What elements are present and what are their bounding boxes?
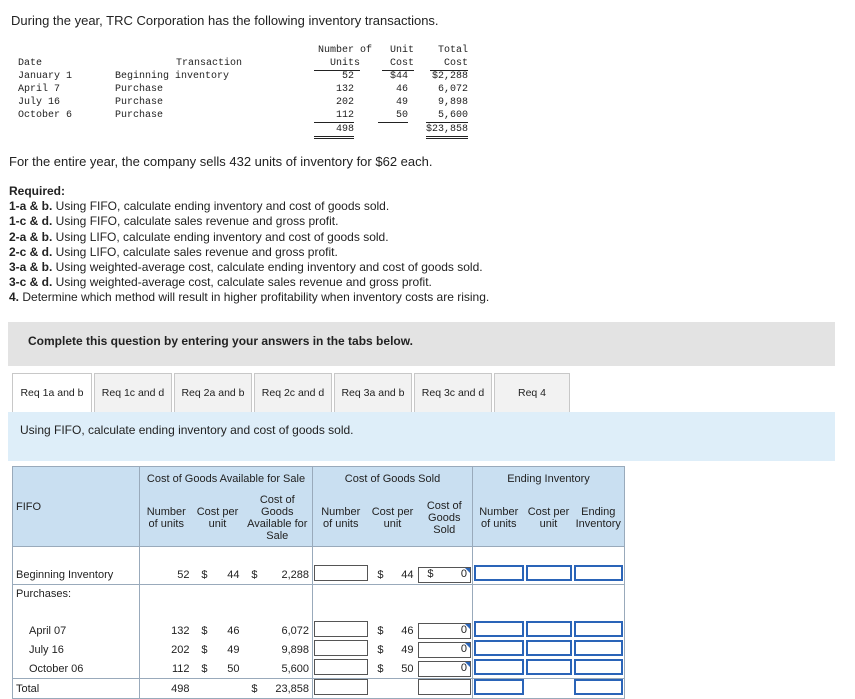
row-label: Beginning Inventory xyxy=(13,565,140,585)
end-total-sum-input[interactable] xyxy=(574,679,624,695)
row-transaction: Purchase xyxy=(115,110,164,121)
sold-cost-value: 44 xyxy=(401,568,414,581)
tab-req-3c-d[interactable]: Req 3c and d xyxy=(414,373,492,412)
row-date: October 6 xyxy=(18,110,73,121)
tab-req-2a-b[interactable]: Req 2a and b xyxy=(174,373,252,412)
row-date: July 16 xyxy=(18,97,61,108)
end-cost-input[interactable] xyxy=(526,659,572,675)
group-header-ending: Ending Inventory xyxy=(473,467,625,491)
row-transaction: Beginning inventory xyxy=(115,71,230,82)
method-label: FIFO xyxy=(13,491,140,547)
intro-text: During the year, TRC Corporation has the following inventory transactions. xyxy=(11,13,439,28)
tab-req-2c-d[interactable]: Req 2c and d xyxy=(254,373,332,412)
sold-total-value: 0 xyxy=(460,661,467,674)
end-units-input[interactable] xyxy=(474,621,524,637)
dollar-sign: $ xyxy=(377,643,384,656)
required-title: Required: xyxy=(9,184,66,198)
required-item: 2-c & d. Using LIFO, calculate sales revenue and gross profit. xyxy=(9,244,338,259)
required-item: 1-a & b. Using FIFO, calculate ending inventory and cost of goods sold. xyxy=(9,199,390,214)
sold-total-value: 0 xyxy=(460,623,467,636)
dollar-sign: $ xyxy=(251,568,258,581)
header-units-1: Number of xyxy=(317,45,372,56)
sold-cost-value: 50 xyxy=(401,662,414,675)
required-section xyxy=(9,184,489,306)
row-cost: 46 xyxy=(395,84,408,95)
end-units-input[interactable] xyxy=(474,565,524,581)
input-marker xyxy=(465,662,470,667)
end-total-input[interactable] xyxy=(574,565,624,581)
cost-value: 46 xyxy=(227,624,240,637)
sold-total-input[interactable] xyxy=(418,567,472,583)
input-marker xyxy=(465,624,470,629)
units-value: 498 xyxy=(140,679,193,699)
dollar-sign: $ xyxy=(427,567,434,580)
total-value: 6,072 xyxy=(281,624,309,637)
dollar-sign: $ xyxy=(201,662,208,675)
sold-total-input[interactable] xyxy=(418,642,472,658)
col-cost-per-unit: Cost per unit xyxy=(193,491,243,547)
row-april xyxy=(13,621,625,640)
row-units: 202 xyxy=(335,97,354,108)
required-item: 3-c & d. Using weighted-average cost, calculate sales revenue and gross profit. xyxy=(9,275,432,290)
total-units: 498 xyxy=(314,123,354,139)
tab-req-4[interactable]: Req 4 xyxy=(494,373,570,412)
total-cost: $23,858 xyxy=(426,123,468,139)
tab-req-1a-b[interactable]: Req 1a and b xyxy=(12,373,92,412)
header-cost-2: Cost xyxy=(382,57,414,71)
row-date: January 1 xyxy=(18,71,73,82)
row-cost: 50 xyxy=(378,109,408,123)
row-beginning xyxy=(13,565,625,585)
row-total: 9,898 xyxy=(437,97,468,108)
row-units: 112 xyxy=(314,109,354,123)
col-end-total: Ending Inventory xyxy=(573,491,625,547)
dollar-sign: $ xyxy=(377,662,384,675)
row-total: 5,600 xyxy=(426,109,468,123)
sold-units-input[interactable] xyxy=(314,659,368,675)
row-date: April 7 xyxy=(18,84,61,95)
sold-cost-value: 49 xyxy=(401,643,414,656)
end-units-input[interactable] xyxy=(474,640,524,656)
fifo-grid xyxy=(12,466,625,699)
row-units: 52 xyxy=(341,71,354,82)
end-units-input[interactable] xyxy=(474,659,524,675)
required-item: 2-a & b. Using LIFO, calculate ending inventory and cost of goods sold. xyxy=(9,229,389,244)
row-july xyxy=(13,640,625,659)
end-cost-input[interactable] xyxy=(526,621,572,637)
end-total-input[interactable] xyxy=(574,621,624,637)
units-value: 202 xyxy=(140,640,193,659)
end-total-input[interactable] xyxy=(574,640,624,656)
sold-units-input[interactable] xyxy=(314,621,368,637)
end-cost-input[interactable] xyxy=(526,565,572,581)
required-item: 1-c & d. Using FIFO, calculate sales revenue and gross profit. xyxy=(9,214,339,229)
row-cost: $44 xyxy=(389,71,408,82)
row-total: 6,072 xyxy=(437,84,468,95)
sold-total-sum-input[interactable] xyxy=(418,679,472,695)
row-cost: 49 xyxy=(395,97,408,108)
complete-banner: Complete this question by entering your answers in the tabs below. xyxy=(8,322,835,366)
sold-units-input[interactable] xyxy=(314,565,368,581)
header-total-1: Total xyxy=(437,45,468,56)
required-item: 4. Determine which method will result in higher profitability when inventory costs are rising. xyxy=(9,290,490,305)
row-total xyxy=(13,679,625,699)
sold-cost-value: 46 xyxy=(401,624,414,637)
units-value: 52 xyxy=(140,565,193,585)
end-units-total-input[interactable] xyxy=(474,679,524,695)
row-transaction: Purchase xyxy=(115,97,164,108)
input-marker xyxy=(465,643,470,648)
row-label: April 07 xyxy=(13,621,140,640)
header-cost-1: Unit xyxy=(389,45,414,56)
row-units: 132 xyxy=(335,84,354,95)
required-item: 3-a & b. Using weighted-average cost, calculate ending inventory and cost of goods sold. xyxy=(9,260,483,275)
row-total: $2,288 xyxy=(431,71,468,82)
dollar-sign: $ xyxy=(201,624,208,637)
row-transaction: Purchase xyxy=(115,84,164,95)
dollar-sign: $ xyxy=(201,643,208,656)
cost-value: 44 xyxy=(227,568,240,581)
col-units: Number of units xyxy=(140,491,193,547)
sold-total-value: 0 xyxy=(460,567,467,580)
col-sold-units: Number of units xyxy=(313,491,369,547)
col-end-units: Number of units xyxy=(473,491,525,547)
cost-value: 50 xyxy=(227,662,240,675)
sales-statement: For the entire year, the company sells 432 units of inventory for $62 each. xyxy=(9,154,433,169)
col-cogas: Cost of Goods Available for Sale xyxy=(243,491,313,547)
row-purchases-label xyxy=(13,585,625,604)
row-label: Total xyxy=(13,679,140,699)
sold-total-value: 0 xyxy=(460,642,467,655)
corner-cell xyxy=(13,467,140,491)
row-label: October 06 xyxy=(13,659,140,679)
sold-units-total-input[interactable] xyxy=(314,679,368,695)
total-value: 9,898 xyxy=(281,643,309,656)
units-value: 112 xyxy=(140,659,193,679)
total-value: 5,600 xyxy=(281,662,309,675)
tab-req-3a-b[interactable]: Req 3a and b xyxy=(334,373,412,412)
sold-total-input[interactable] xyxy=(418,623,472,639)
sold-units-input[interactable] xyxy=(314,640,368,656)
header-units-2: Units xyxy=(314,57,360,71)
tab-instruction-panel: Using FIFO, calculate ending inventory and cost of goods sold. xyxy=(8,412,835,461)
col-sold-cost: Cost per unit xyxy=(369,491,417,547)
col-end-cost: Cost per unit xyxy=(525,491,573,547)
end-cost-input[interactable] xyxy=(526,640,572,656)
header-transaction: Transaction xyxy=(176,58,243,69)
row-label: July 16 xyxy=(13,640,140,659)
dollar-sign: $ xyxy=(201,568,208,581)
group-header-sold: Cost of Goods Sold xyxy=(313,467,473,491)
cost-value: 49 xyxy=(227,643,240,656)
inventory-transactions-table xyxy=(18,44,478,142)
header-total-2: Cost xyxy=(430,57,468,71)
total-value: 23,858 xyxy=(275,682,309,695)
group-header-available: Cost of Goods Available for Sale xyxy=(140,467,313,491)
dollar-sign: $ xyxy=(251,682,258,695)
dollar-sign: $ xyxy=(377,624,384,637)
tab-req-1c-d[interactable]: Req 1c and d xyxy=(94,373,172,412)
header-date: Date xyxy=(18,58,43,69)
units-value: 132 xyxy=(140,621,193,640)
dollar-sign: $ xyxy=(377,568,384,581)
col-sold-total: Cost of Goods Sold xyxy=(417,491,473,547)
total-value: 2,288 xyxy=(281,568,309,581)
purchases-label: Purchases: xyxy=(13,585,140,604)
input-marker xyxy=(465,568,470,573)
end-total-input[interactable] xyxy=(574,659,624,675)
